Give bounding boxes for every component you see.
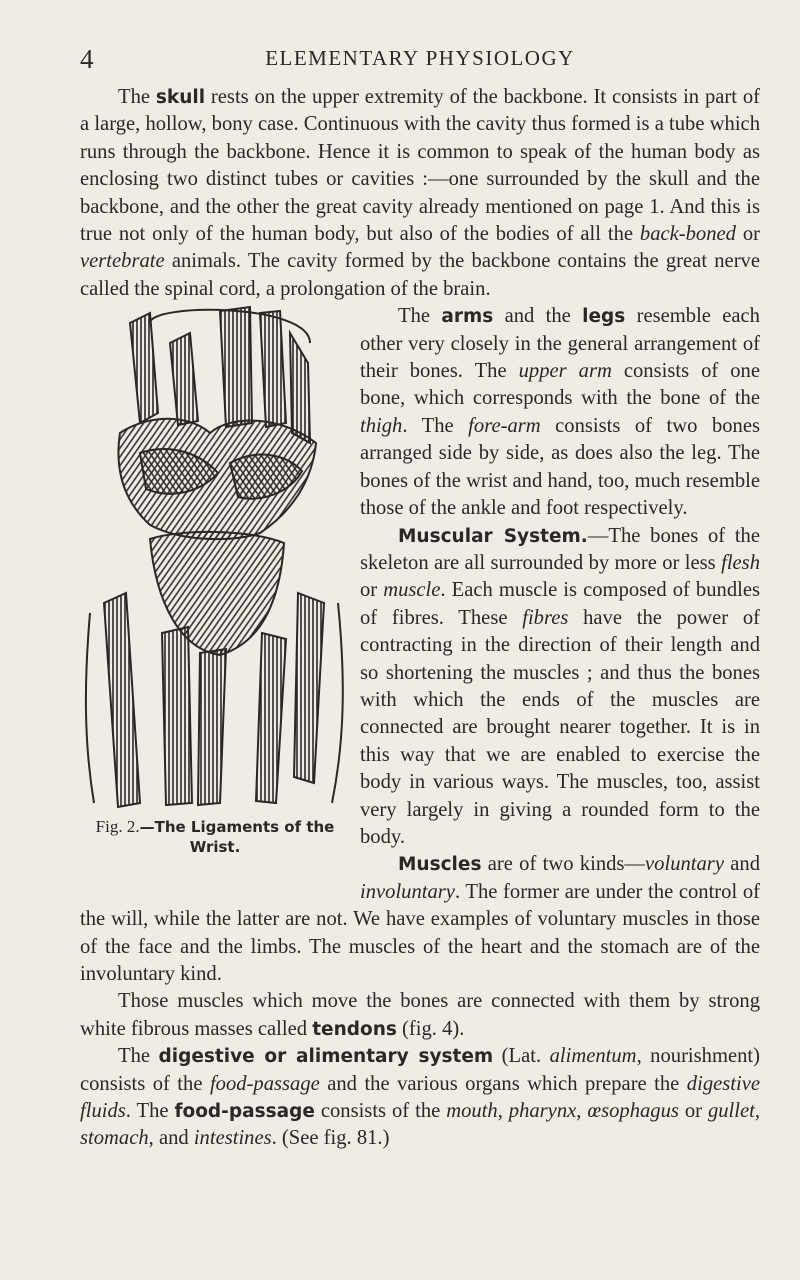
paragraph-skull: The skull rests on the upper extremity of the backbone. It consists in part of a large, hollow, bony case. Continuous with the cavity thus formed is a tube which runs through the backbone. Hence it is common to speak of the human body as enclosing two distinct tubes or cavities :—one surrounded by the skull and the backbone, and the other the great cavity already mentioned on page 1. And this is true not only of the human body, but also of the bodies of all the back-boned or vertebrate animals. The cavity formed by the backbone contains the great nerve called the spinal cord, a prolongation of the brain. xyxy=(80,86,760,300)
body-text xyxy=(80,84,760,1153)
page-header xyxy=(80,44,760,80)
paragraph-arms-legs: The arms and the legs resemble each other very closely in the general arrangement of their bones. The upper arm consists of one bone, which corresponds with the bone of the thigh. The fore-arm consists of two bones arranged side by side, as does also the leg. The bones of the wrist and hand, too, much resemble those of the ankle and foot respectively. xyxy=(360,305,760,520)
paragraph-muscle-kinds: Muscles are of two kinds—voluntary and involuntary. The former are under the control of the will, while the latter are not. We have examples of voluntary muscles in those of the face and the limbs. The muscles of the heart and the stomach are of the involuntary kind. xyxy=(80,853,760,985)
figure-2 xyxy=(80,303,350,881)
figure-caption: Fig. 2.—The Ligaments of the Wrist. xyxy=(95,817,335,857)
paragraph-tendons: Those muscles which move the bones are connected with them by strong white fibrous masses called tendons (fig. 4). xyxy=(80,990,760,1040)
wrist-ligaments-illustration xyxy=(80,303,350,813)
page-number: 4 xyxy=(80,44,94,74)
paragraph-muscular-system: Muscular System.—The bones of the skeleton are all surrounded by more or less flesh or muscle. Each muscle is composed of bundles of fibres. These fibres have the power of contracting in the direction of their length and so shortening the muscles ; and thus the bones with which the ends of the muscles are connected are brought nearer together. It is in this way that we are enabled to exercise the body in various ways. The muscles, too, assist very largely in giving a rounded form to the body. xyxy=(360,524,760,848)
paragraph-digestive-system: The digestive or alimentary system (Lat. alimentum, nourishment) consists of the food-passage and the various organs which prepare the digestive fluids. The food-passage consists of the mouth, pharynx, œsophagus or gullet, stomach, and intestines. (See fig. 81.) xyxy=(80,1045,761,1150)
running-title: ELEMENTARY PHYSIOLOGY xyxy=(265,46,575,70)
